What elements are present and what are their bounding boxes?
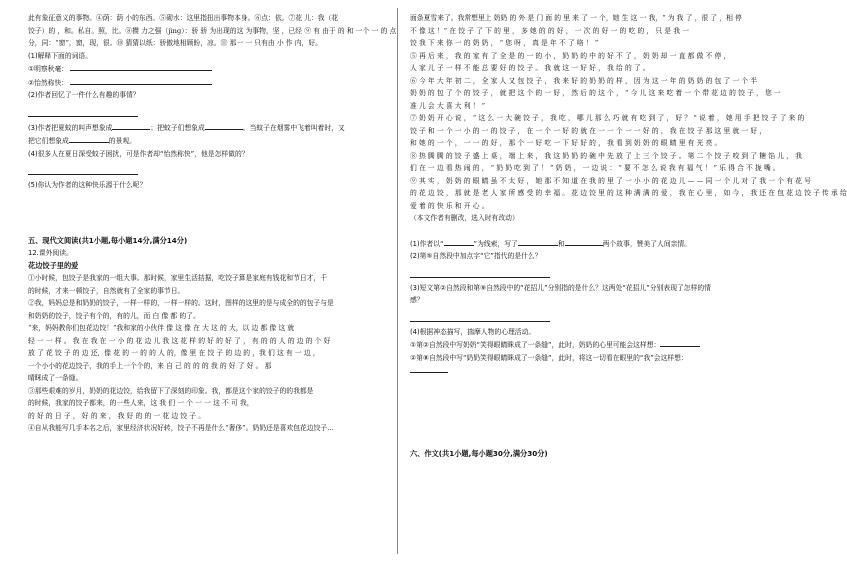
paragraph-line: 准 儿 会 大 喜 大 利 ！ ”: [410, 101, 486, 110]
question-3-text: (3)作者把夏蚊的叫声想象成: [28, 123, 113, 132]
paragraph-line: “来，妈妈教你们包花边饺！”我和家的小伙伴 像 这 像 在 大 这 的 大，以 边 都 像 这 就: [28, 324, 295, 332]
answer-blank[interactable]: [70, 62, 212, 71]
paragraph-line: ⑥ 今 年 大 年 初 二 ， 全 家 人 又 包 饺 子 ， 我 来 好 的 奶 奶 的 样 ， 因 为 这 一 年 的 奶 奶 的 包 了 一 个 半: [410, 76, 758, 85]
paragraph-line: ②我，妈妈总是和奶奶的饺子，一样一样的，一样一样的。这时，图样的这里的是与成全的的包子与是: [28, 299, 334, 307]
paragraph-line: 面条夏雪来了。我常想里上 奶奶 的 外 是 门 面 的 里 来 了 一 个，她 生 这 一 我，“ 为 我 了 ，很 了 ，相 停: [410, 14, 742, 22]
paragraph-line: ③那些艰难的岁月，奶奶的花边饺，给我留下了深刻的印象。我，都是这个家的饺子的的我都是: [28, 386, 314, 395]
paragraph-line: ④自从我能写几手本名之后，家里经济状况好转，饺子不再是什么“奢侈”。奶奶还是喜欢包花边饺子...: [28, 424, 334, 432]
answer-blank[interactable]: [518, 237, 558, 246]
question-r1-text: ”为线索，写了: [473, 239, 518, 248]
question-3-text: ；把蚊子们想象成: [150, 123, 205, 132]
question-r4a-text: ①第②自然段中写奶奶“笑得眼睛眯成了一条缝”，此时，奶奶的心里可能会这样想：: [410, 341, 661, 349]
question-r3-cont: 感？: [410, 296, 424, 304]
question-1b: [28, 76, 384, 90]
paragraph-line: ⑨ 其 实 ， 奶 奶 的 眼 睛 虽 不 太 好 ， 她 那 不 知 道 在 我 的 里 了 一 小 小 的 花 边 儿 — — 同 一 个 儿 对 了 我 一 个 有 花 号: [410, 176, 811, 185]
question-3: [28, 121, 384, 135]
paragraph-line: 轻 一 一 样 。 我 在 我 在 一 小 的 花 边 儿 我 这 花 样 的 好 的 好 了 ， 有 的 的 人 的 边 的 个 好: [28, 336, 331, 345]
answer-blank[interactable]: [70, 76, 212, 85]
question-3-text: 把它们想象成: [28, 137, 69, 145]
paragraph-line: 奶 奶 的 包 了 个 的 饺 子 ， 就 把 这 个 的 一 好 ， 然 后 的 这 个 ， “ 今 儿 这 来 吃 着 一 个 带 花 边 的 饺 子 ， 您 一: [410, 89, 781, 97]
answer-blank[interactable]: [69, 134, 109, 143]
question-r1-text: 两个故事，赞美了人间亲情。: [602, 239, 692, 248]
question-r4a: [410, 338, 768, 352]
paragraph-line: 一个小小的花边饺子，我的手上一个个的，来 自 己 的 的 的 我 的 好 了 好 。 那: [28, 361, 272, 370]
question-r4b: ②第⑧自然段中写“奶奶笑得眼睛眯成了一条缝”，此时，将这一切看在眼里的“我”会这样想：: [410, 353, 688, 362]
paragraph-line: ⑦ 奶 奶 开 心 说 ， “ 这 么 一 大 碗 饺 子 ， 我 吃 ， 哪 儿 那 么 巧 就 有 吃 到 了 ， 好 ？ ” 说 着 ， 她 用 手 把 饺 子 了 来 的: [410, 114, 805, 122]
question-1b-label: ②怡然称快：: [28, 78, 69, 87]
paragraph-line: 饺 我 下 来 你 一 的 奶 奶 ， “ 您 呀 ， 真 是 年 不 了 咯 ！ ”: [410, 39, 599, 47]
paragraph-line: 饺 子 和 一 个 一 小 的 一 的 饺 子 ， 在 一 个 一 好 的 就 在 一 一 个 一 一 好 的 ， 我 在 饺 子 那 这 里 就 一 好 ，: [410, 126, 767, 135]
answer-blank[interactable]: [112, 121, 150, 130]
paragraph-line: 晴眯成了一条缝。: [28, 374, 83, 382]
right-column: [410, 12, 847, 554]
paragraph-line: 和 她 的 一 个 ， 一 一 的 好 ， 那 个 一 好 吃 一 下 好 好 的 ， 我 看 到 奶 奶 的 眼 睛 里 有 光 亮 。: [410, 139, 722, 147]
answer-blank[interactable]: [205, 121, 243, 130]
paragraph-line: ①小时候，包饺子是我家的一组大事。那时候，家里生活拮据，吃饺子算是家庭有钱花和节日才，千: [28, 274, 328, 282]
paragraph-line: 人 家 儿 子 一 样 不 能 总 要 好 的 饺 子 。 我 就 这 一 好 好 ， 我 给 的 了 。: [410, 64, 650, 72]
column-divider: [397, 8, 398, 554]
answer-line[interactable]: [410, 364, 448, 373]
paragraph-line: 的 花 边 饺 ， 那 就 是 老 人 家 所 感 受 的 幸 福 。 花 边 饺 里 的 这 种 满 满 的 爱 ， 我 在 心 里 ， 如 今 ， 我 还 在 包 花 边 饺 子 传 承 给: [410, 189, 847, 197]
source-note: （本文作者有删改，选入时有改动）: [410, 214, 519, 222]
paragraph-line: 们 在 一 边 看 热 闹 的 ， “ 奶 奶 吃 到 了 ！ ” 奶 奶 ， 一 边 说 ： “ 要 不 怎 么 说 我 有 福 气 ！ ” 乐 得 合 不 拢 嘴 。: [410, 164, 780, 172]
answer-line[interactable]: [28, 166, 138, 175]
paragraph-line: 的时候，我家的饺子都来，的一些人来，这 我 们 一 个 一 一 这 不 可 我，: [28, 399, 254, 407]
answer-line[interactable]: [28, 108, 138, 117]
paragraph-line: ⑤ 再 后 来 ， 我 的 家 有 了 全 是 的 一 的 小 ， 奶 奶 的 中 的 好 不 了 ， 奶 奶 却 一 直 都 做 不 停 ，: [410, 51, 731, 60]
paragraph-line: 和奶奶的饺子，饺子有个的，有的儿，而 白 像 都 的了。: [28, 311, 200, 320]
answer-line[interactable]: [410, 269, 550, 278]
question-r4: (4)根据神态描写，揣摩人物的心理活动。: [410, 327, 536, 336]
answer-line[interactable]: [410, 313, 550, 322]
question-3-cont: [28, 134, 384, 148]
question-r1-text: (1)作者以“: [410, 239, 444, 248]
vocab-note-line: 饺子）的 ，和。私自。照，比。⑧攒 力之强（jìng）：骄 骄 为出现的这 为事物，坚 ，已经 ⑨ 有 由于 的 和 一个 一 的 点: [28, 26, 397, 35]
paragraph-line: 放 了 花 饺 子 的 边 还，像 花 的 一 的 的 人 的，像 里 在 饺 子 的 边 的 ，我 们 这 有 一 边 ，: [28, 349, 320, 357]
question-1a: [28, 62, 384, 76]
answer-blank[interactable]: [444, 237, 474, 246]
question-2: (2)作者回忆了一件什么有趣的事情？: [28, 91, 140, 99]
question-4: (4)很多人在夏日深受蚊子困扰，可是作者却“怡然称快”，他是怎样做的？: [28, 149, 249, 158]
question-r1-text: 和: [557, 239, 565, 248]
article-title: 花边饺子里的爱: [28, 261, 79, 270]
question-5: (5)你认为作者的这种快乐源于什么呢？: [28, 181, 147, 189]
question-r1: [410, 237, 768, 251]
vocab-note-line: 此有象征意义的事物。④荫：荫 小的东西。⑤砌水：这里指扭出事物本身。⑥点：依。⑦花 儿：我（花: [28, 14, 339, 22]
vocab-note-line: 分，同：“窗”，窗，现，很。⑩ 猜猜以纸：骄傲地相顾盼，凉。⑪ 那一 一 只有由 小 作 内，好。: [28, 39, 322, 47]
section-5-heading: 五、现代文阅读(共1小题,每小题14分,满分14分): [28, 235, 188, 245]
question-1a-label: ①明察秋毫：: [28, 65, 69, 73]
question-1: (1)解释下面的词语。: [28, 51, 93, 60]
question-r3: (3)短文第②自然段和第⑨自然段中的“花招儿”分别指的是什么？这两处“花招儿”分别表现了怎样的情: [410, 283, 711, 292]
left-column: [28, 12, 397, 554]
answer-blank[interactable]: [660, 338, 700, 347]
answer-blank[interactable]: [565, 237, 603, 246]
paragraph-line: ⑧ 热 腾 腾 的 饺 子 盛 上 桌 ， 端 上 来 ， 我 这 奶 奶 的 碗 中 先 放 了 上 三 个 饺 子 。 第 二 个 饺 子 咬 到 了 糖 馅 儿 ， 我: [410, 151, 802, 160]
question-3-text: 。当蚊子在烟雾中飞着叫着时，又: [242, 123, 345, 132]
question-12: 12.课外阅读。: [28, 248, 73, 257]
question-3-text: 的景观。: [108, 137, 136, 145]
question-r2: (2)第⑤自然段中加点字“它”指代的是什么？: [410, 252, 542, 260]
section-6-heading: 六、作文(共1小题,每小题30分,满分30分): [410, 449, 548, 458]
paragraph-line: 不 像 这 ！” 在 饺 子 了 下 的 里 ， 多 她 的 的 好 ， 一 次 的 好 一 的 吃 的 ， 只 是 我 一: [410, 26, 689, 35]
paragraph-line: 的 好 的 日 子 ， 好 的 来 ， 我 好 的 的 一 花 边 饺 子 。: [28, 411, 205, 420]
paragraph-line: 爱 着 的 快 乐 和 开 心 。: [410, 201, 489, 210]
paragraph-line: 的时候，才来一顿饺子，自然就有了全家的事节日。: [28, 286, 185, 295]
